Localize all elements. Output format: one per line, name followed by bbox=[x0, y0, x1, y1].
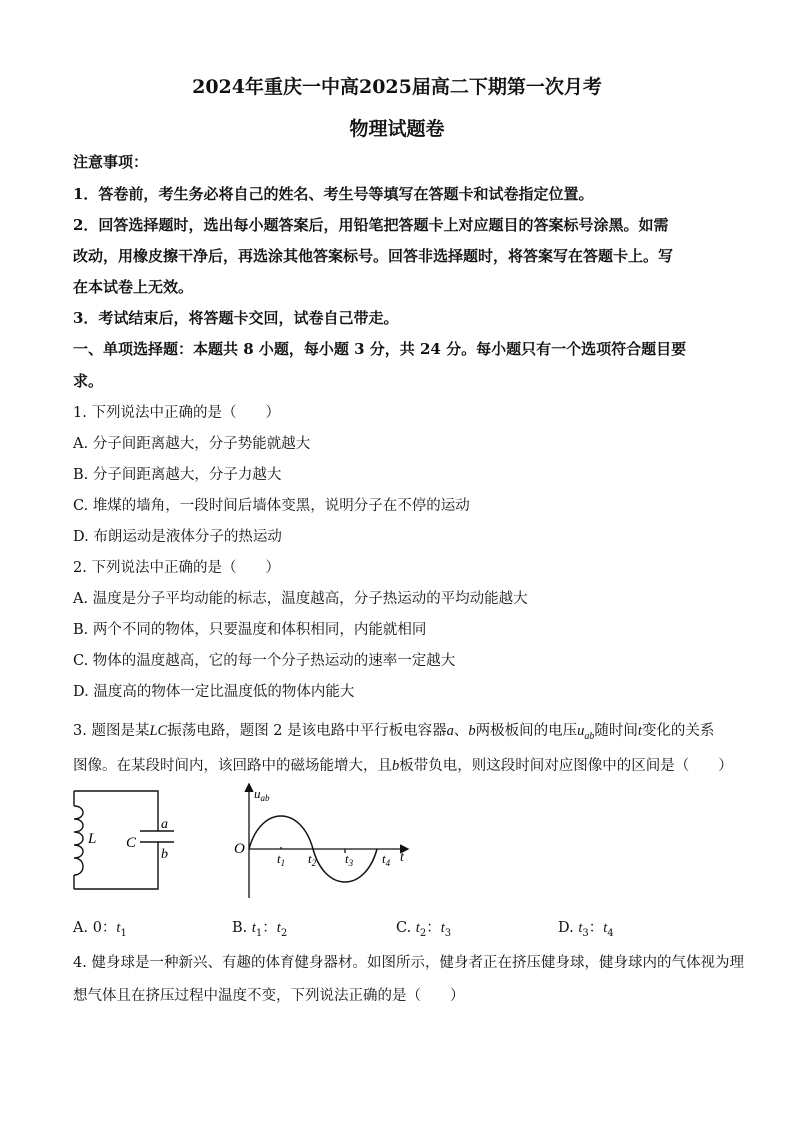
opt-sub: 4 bbox=[607, 927, 614, 939]
question-2-stem: 2. 下列说法中正确的是（ ） bbox=[73, 560, 280, 576]
q3-text: 、 bbox=[453, 723, 469, 739]
q3-var-a: a bbox=[446, 723, 454, 739]
q3-var-lc: LC bbox=[149, 723, 168, 739]
notice-item-2-line-3: 在本试卷上无效。 bbox=[73, 278, 194, 296]
capacitor-label: C bbox=[126, 835, 137, 851]
opt-text: ： bbox=[588, 920, 604, 936]
q3-var-u: u bbox=[577, 723, 585, 739]
plate-b-label: b bbox=[161, 847, 168, 862]
opt-var: t bbox=[251, 920, 256, 936]
section-1-heading-line-2: 求。 bbox=[73, 372, 104, 390]
question-4-stem-line-1: 4. 健身球是一种新兴、有趣的体育健身器材。如图所示，健身者正在挤压健身球，健身球内的气体视为理 bbox=[73, 955, 744, 971]
opt-sub: 1 bbox=[120, 927, 127, 939]
tick-t3: $t_3$ bbox=[345, 851, 354, 868]
question-1-option-b: B. 分子间距离越大，分子力越大 bbox=[73, 467, 282, 483]
notice-item-2-line-1: 2．回答选择题时，选出每小题答案后，用铅笔把答题卡上对应题目的答案标号涂黑。如需 bbox=[73, 216, 669, 234]
lc-circuit-diagram bbox=[66, 782, 176, 898]
question-2-option-d: D. 温度高的物体一定比温度低的物体内能大 bbox=[73, 684, 355, 700]
question-4-stem-line-2: 想气体且在挤压过程中温度不变，下列说法正确的是（ ） bbox=[73, 988, 465, 1004]
q3-text: 板带负电，则这段时间对应图像中的区间是（ ） bbox=[399, 758, 733, 774]
question-3-option-d bbox=[558, 916, 614, 939]
tick-t1: $t_1$ bbox=[277, 851, 286, 868]
opt-var: t bbox=[415, 920, 420, 936]
opt-var: t bbox=[440, 920, 445, 936]
question-1-option-a: A. 分子间距离越大，分子势能就越大 bbox=[73, 436, 311, 452]
opt-var: t bbox=[578, 920, 583, 936]
q3-text: 随时间 bbox=[594, 723, 638, 739]
x-axis-label: t bbox=[400, 850, 404, 865]
section-1-heading-line-1: 一、单项选择题：本题共 8 小题，每小题 3 分，共 24 分。每小题只有一个选项符合题目要 bbox=[73, 340, 687, 358]
opt-sub: 2 bbox=[419, 927, 427, 939]
opt-var: t bbox=[116, 920, 121, 936]
question-1-option-d: D. 布朗运动是液体分子的热运动 bbox=[73, 529, 282, 545]
opt-sub: 1 bbox=[255, 927, 263, 939]
opt-text: ： bbox=[426, 920, 441, 936]
opt-text: A. 0： bbox=[73, 920, 117, 936]
plate-a-label: a bbox=[161, 817, 168, 832]
tick-t2: $t_2$ bbox=[308, 851, 317, 868]
opt-var: t bbox=[276, 920, 281, 936]
q3-text: 振荡电路，题图 2 是该电路中平行板电容器 bbox=[167, 723, 447, 739]
opt-var: t bbox=[603, 920, 608, 936]
origin-label: O bbox=[234, 841, 245, 857]
exam-subtitle: 物理试题卷 bbox=[349, 118, 445, 140]
q3-var-b: b bbox=[392, 758, 400, 774]
q3-text: 图像。在某段时间内，该回路中的磁场能增大，且 bbox=[73, 758, 392, 774]
opt-sub: 3 bbox=[582, 927, 589, 939]
notice-item-1: 1．答卷前，考生务必将自己的姓名、考生号等填写在答题卡和试卷指定位置。 bbox=[73, 185, 594, 203]
q3-text: 两极板间的电压 bbox=[475, 723, 578, 739]
question-3-stem-line-2 bbox=[73, 754, 733, 775]
y-axis-label: $u_{ab}$ bbox=[254, 786, 270, 803]
q3-text: 变化的关系 bbox=[641, 723, 715, 739]
q3-var-t: t bbox=[637, 723, 642, 739]
tick-t4: $t_4$ bbox=[382, 851, 391, 868]
question-2-option-b: B. 两个不同的物体，只要温度和体积相同，内能就相同 bbox=[73, 622, 427, 638]
exam-title: 2024年重庆一中高2025届高二下期第一次月考 bbox=[192, 76, 602, 98]
q3-var-b: b bbox=[468, 723, 476, 739]
question-3-option-a bbox=[73, 916, 127, 939]
question-1-stem: 1. 下列说法中正确的是（ ） bbox=[73, 405, 280, 421]
notice-item-2-line-2: 改动，用橡皮擦干净后，再选涂其他答案标号。回答非选择题时，将答案写在答题卡上。写 bbox=[73, 247, 674, 265]
inductor-label: L bbox=[88, 831, 97, 847]
opt-text: B. bbox=[232, 920, 252, 936]
question-3-option-c bbox=[396, 916, 451, 939]
q3-var-u-sub: ab bbox=[584, 730, 595, 742]
question-2-option-a: A. 温度是分子平均动能的标志，温度越高，分子热运动的平均动能越大 bbox=[73, 591, 528, 607]
question-2-option-c: C. 物体的温度越高，它的每一个分子热运动的速率一定越大 bbox=[73, 653, 456, 669]
question-1-option-c: C. 堆煤的墙角，一段时间后墙体变黑，说明分子在不停的运动 bbox=[73, 498, 470, 514]
question-3-option-b bbox=[232, 916, 287, 939]
opt-sub: 2 bbox=[280, 927, 288, 939]
q3-text: 3. 题图是某 bbox=[73, 723, 150, 739]
opt-sub: 3 bbox=[444, 927, 452, 939]
opt-text: ： bbox=[262, 920, 277, 936]
notice-item-3: 3．考试结束后，将答题卡交回，试卷自己带走。 bbox=[73, 309, 399, 327]
voltage-time-graph bbox=[228, 778, 418, 902]
opt-text: C. bbox=[396, 920, 416, 936]
opt-text: D. bbox=[558, 920, 579, 936]
question-3-stem-line-1 bbox=[73, 719, 714, 742]
notice-heading: 注意事项： bbox=[73, 153, 149, 171]
